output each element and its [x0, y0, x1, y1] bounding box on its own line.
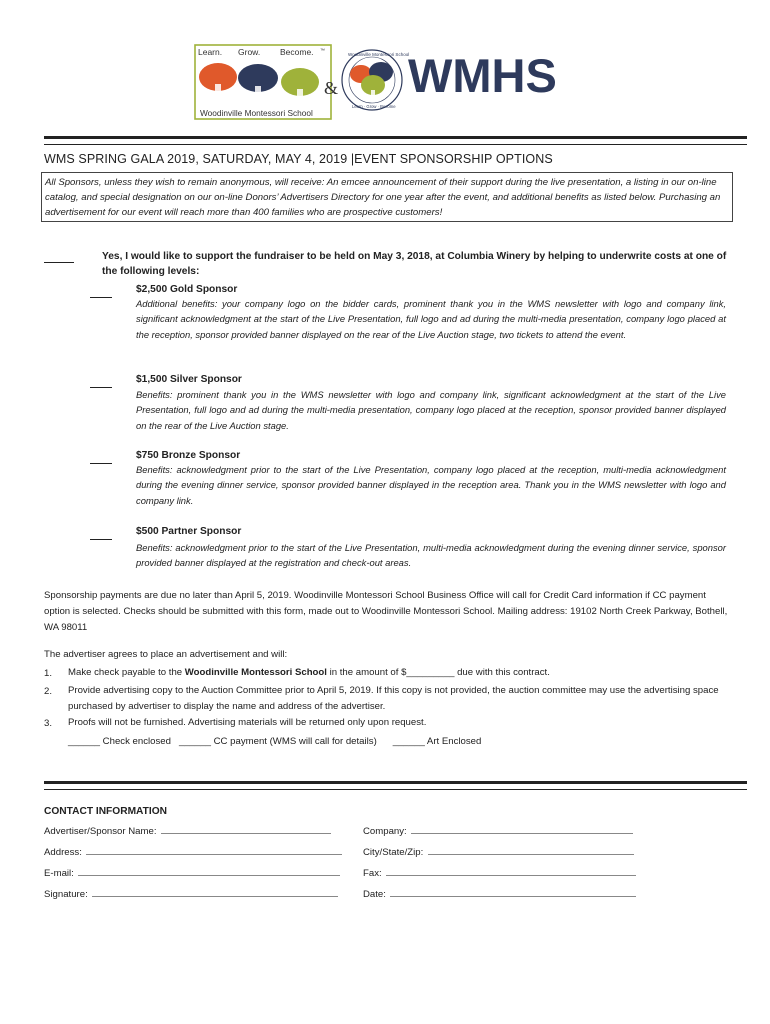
seal-motto: Learn · Grow · Become: [352, 104, 396, 109]
page-title: WMS SPRING GALA 2019, SATURDAY, MAY 4, 2019 |EVENT SPONSORSHIP OPTIONS: [44, 152, 553, 166]
advertiser-intro: The advertiser agrees to place an advertisement and will:: [44, 649, 288, 660]
contact-title: CONTACT INFORMATION: [44, 806, 167, 817]
orange-tree-icon: [199, 63, 237, 104]
wmhs-logo: [324, 48, 576, 112]
signature-line[interactable]: [92, 896, 338, 897]
partner-sponsor-title: $500 Partner Sponsor: [136, 526, 242, 537]
advertiser-item-2: Provide advertising copy to the Auction Committee prior to April 5, 2019. If this copy is not provided, the auction committee may use the advertising space purchased by advertiser to display the name and address of the advertiser.: [68, 685, 719, 712]
item-1-pre: Make check payable to the: [68, 667, 185, 678]
city-state-zip-field[interactable]: [363, 842, 634, 860]
wms-tagline-learn: Learn.: [198, 47, 223, 57]
contact-divider: [44, 781, 747, 790]
city-state-zip-label: City/State/Zip:: [363, 847, 424, 858]
header-divider: [44, 136, 747, 145]
item-1-school: Woodinville Montessori School: [184, 667, 327, 678]
gold-sponsor-blank[interactable]: [90, 287, 112, 298]
address-label: Address:: [44, 847, 82, 858]
gold-sponsor-desc: Additional benefits: your company logo on the bidder cards, prominent thank you in the WMS newsletter with logo and company link, significant acknowledgment at the start of the Live Presentation, full logo and ad during the multi-media presentation, company logo placed at the reception, sponsor provided banner displayed on the rear of the Live Auction stage, two tickets to attend the event.: [136, 298, 726, 340]
silver-sponsor-blank[interactable]: [90, 377, 112, 388]
address-field[interactable]: [44, 842, 342, 860]
wmhs-logo-graphic: [324, 48, 576, 112]
seal-text: Woodinville Montessori School: [348, 52, 410, 57]
payment-info: Sponsorship payments are due no later than April 5, 2019. Woodinville Montessori School Business Office will call for Credit Card information if CC payment option is selected. Checks should be submitted with this form, made out to Woodinville Montessori School. Mailing address: 19102 North Creek Parkway, Bothell, WA 98011: [44, 590, 728, 633]
email-line[interactable]: [78, 875, 340, 876]
cc-payment-option[interactable]: ______ CC payment (WMS will call for details): [178, 736, 377, 747]
company-field[interactable]: [363, 821, 633, 839]
fax-line[interactable]: [386, 875, 636, 876]
bronze-sponsor-desc: Benefits: acknowledgment prior to the start of the Live Presentation, company logo placed at the reception, multi-media acknowledgment during the evening dinner service, sponsor provided banner displayed in the reception area. Thank you in the WMS newsletter with logo and company link.: [136, 464, 726, 506]
company-label: Company:: [363, 826, 407, 837]
wms-school-name: Woodinville Montessori School: [200, 108, 313, 118]
item-number-2: 2.: [44, 686, 53, 697]
gold-sponsor-title: $2,500 Gold Sponsor: [136, 284, 238, 295]
email-field[interactable]: [44, 863, 340, 881]
advertiser-item-3: Proofs will not be furnished. Advertising materials will be returned only upon request.: [68, 717, 427, 728]
advertiser-name-label: Advertiser/Sponsor Name:: [44, 826, 157, 837]
company-line[interactable]: [411, 833, 633, 834]
navy-tree-icon: [238, 64, 278, 104]
item-1-post: in the amount of $_________ due with this contract.: [326, 667, 550, 678]
art-enclosed-option[interactable]: ______ Art Enclosed: [392, 736, 482, 747]
wms-logo-graphic: [194, 44, 344, 122]
signature-field[interactable]: [44, 884, 338, 902]
fax-field[interactable]: [363, 863, 636, 881]
wmhs-wordmark: WMHS: [408, 49, 557, 102]
main-option-text: Yes, I would like to support the fundraiser to be held on May 3, 2018, at Columbia Winery by helping to underwrite costs at one of the following levels:: [102, 251, 727, 277]
bronze-sponsor-title: $750 Bronze Sponsor: [136, 450, 241, 461]
partner-sponsor-desc: Benefits: acknowledgment prior to the start of the Live Presentation, multi-media acknowledgment during the evening dinner service, sponsor provided banner displayed at the registration and check-out areas.: [136, 542, 726, 569]
intro-box: [41, 172, 733, 222]
intro-text: All Sponsors, unless they wish to remain anonymous, will receive: An emcee announcement of their support during the live presentation, a listing in our on-line catalog, and special designation on our on-line Donors’ Advertisers Directory for one year after the event, and additional benefits as listed below. Purchasing an advertisement for our event will reach more than 400 families who are prospective customers!: [45, 177, 721, 219]
item-number-1: 1.: [44, 668, 53, 679]
payment-checks: [68, 736, 481, 747]
check-enclosed-option[interactable]: ______ Check enclosed: [68, 736, 171, 747]
silver-sponsor-desc: Benefits: prominent thank you in the WMS newsletter with logo and company link, significant acknowledgment at the start of the Live Presentation, full logo and ad during the multi-media presentation, company logo placed at the reception, sponsor provided banner displayed on the rear of the Live Auction stage.: [136, 389, 726, 431]
city-state-zip-line[interactable]: [428, 854, 634, 855]
address-line[interactable]: [86, 854, 342, 855]
green-tree-icon: [281, 68, 319, 106]
item-number-3: 3.: [44, 718, 53, 729]
wms-tagline-become: Become.: [280, 47, 314, 57]
wms-logo: [194, 44, 344, 122]
wms-tagline-grow: Grow.: [238, 47, 261, 57]
advertiser-name-line[interactable]: [161, 833, 331, 834]
main-option-blank[interactable]: [44, 252, 74, 263]
date-field[interactable]: [363, 884, 636, 902]
email-label: E-mail:: [44, 868, 74, 879]
advertiser-item-1: [68, 665, 728, 681]
partner-sponsor-blank[interactable]: [90, 529, 112, 540]
date-line[interactable]: [390, 896, 636, 897]
fax-label: Fax:: [363, 868, 382, 879]
ampersand: &: [324, 78, 339, 98]
bronze-sponsor-blank[interactable]: [90, 453, 112, 464]
silver-sponsor-title: $1,500 Silver Sponsor: [136, 374, 242, 385]
signature-label: Signature:: [44, 889, 88, 900]
wmhs-seal-icon: [342, 50, 409, 110]
date-label: Date:: [363, 889, 386, 900]
advertiser-name-field[interactable]: [44, 821, 331, 839]
wms-trademark: ™: [320, 48, 325, 54]
